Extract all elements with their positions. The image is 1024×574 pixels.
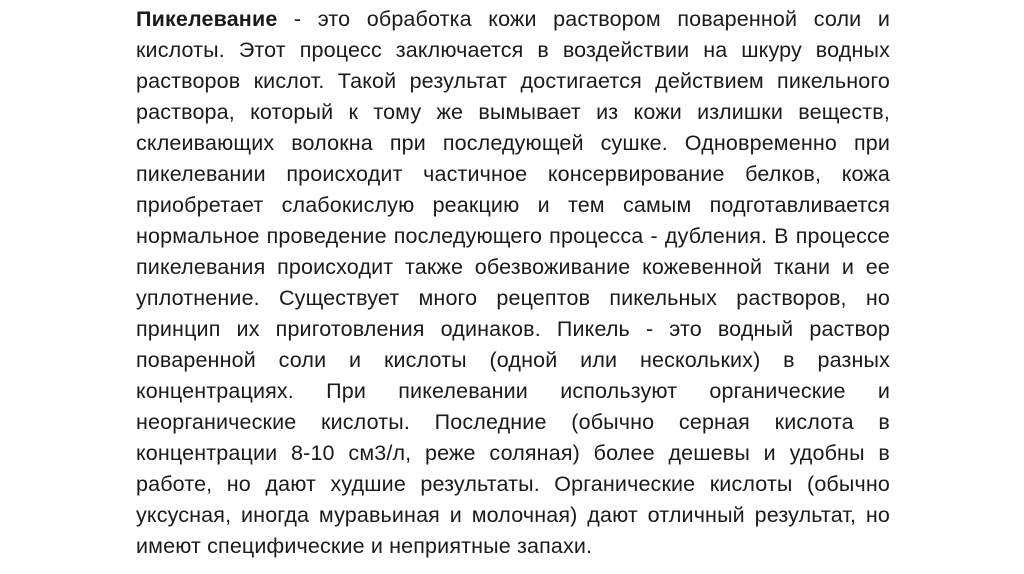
paragraph-body: - это обработка кожи раствором поваренной соли и кислоты. Этот процесс заключается в воздействии на шкуру водных растворов кислот. Такой результат достигается действием пикельного раствора, который к тому же вымывает из кожи излишки веществ, склеивающих волокна при последующей сушке. Одновременно при пикелевании происходит частичное консервирование белков, кожа приобретает слабокислую реакцию и тем самым подготавливается нормальное проведение последующего процесса - дубления. В процессе пикелевания происходит также обезвоживание кожевенной ткани и ее уплотнение. Существует много рецептов пикельных растворов, но принцип их приготовления одинаков. Пикель - это водный раствор поваренной соли и кислоты (одной или нескольких) в разных концентрациях. При пикелевании используют органические и неорганические кислоты. Последние (обычно серная кислота в концентрации 8-10 см3/л, реже соляная) более дешевы и удобны в работе, но дают худшие результаты. Органические кислоты (обычно уксусная, иногда муравьиная и молочная) дают отличный результат, но имеют специфические и неприятные запахи. [136,7,890,558]
pickling-paragraph [136,4,890,562]
term-heading: Пикелевание [136,7,278,31]
